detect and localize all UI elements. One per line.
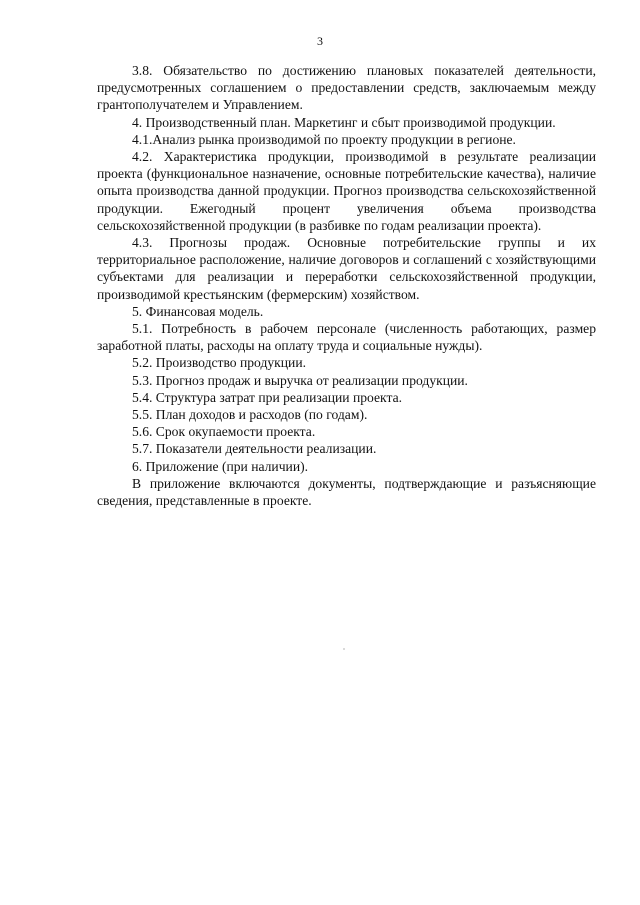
paragraph-5-7: 5.7. Показатели деятельности реализации. [132,441,377,457]
paragraph-5-1: 5.1. Потребность в рабочем персонале (численность работающих, размер заработной платы, расходы на оплату труда и социальные нужды). [97,321,596,354]
page-number: 3 [317,34,323,48]
paragraph-3-8: 3.8. Обязательство по достижению плановых показателей деятельности, предусмотренных соглашением о предоставлении средств, заключаемым между грантополучателем и Управлением. [97,63,596,113]
paragraph-6: 6. Приложение (при наличии). [132,458,309,474]
paragraph-5-3: 5.3. Прогноз продаж и выручка от реализации продукции. [132,372,468,388]
document-body [97,62,596,509]
paragraph-4-2: 4.2. Характеристика продукции, производимой в результате реализации проекта (функциональное назначение, основные потребительские качества), наличие опыта производства данной продукции. Прогноз производства сельскохозяйственной продукции. Ежегодный процент увеличения объема производства сельскохозяйственной продукции (в разбивке по годам реализации проекта). [97,149,596,233]
paragraph-5-2: 5.2. Производство продукции. [132,355,307,371]
paragraph-5: 5. Финансовая модель. [132,303,264,319]
paragraph-4: 4. Производственный план. Маркетинг и сбыт производимой продукции. [132,114,556,130]
paragraph-5-4: 5.4. Структура затрат при реализации проекта. [132,389,402,405]
paragraph-4-3: 4.3. Прогнозы продаж. Основные потребительские группы и их территориальное расположение, наличие договоров и соглашений с хозяйствующими субъектами для реализации и переработки сельскохозяйственной продукции, производимой крестьянским (фермерским) хозяйством. [97,235,596,302]
paragraph-appendix-note: В приложение включаются документы, подтверждающие и разъясняющие сведения, представленные в проекте. [97,475,596,509]
scan-speck-decoration [343,648,345,650]
paragraph-4-1: 4.1.Анализ рынка производимой по проекту продукции в регионе. [132,131,516,147]
paragraph-5-5: 5.5. План доходов и расходов (по годам). [132,407,368,423]
paragraph-5-6: 5.6. Срок окупаемости проекта. [132,424,316,440]
